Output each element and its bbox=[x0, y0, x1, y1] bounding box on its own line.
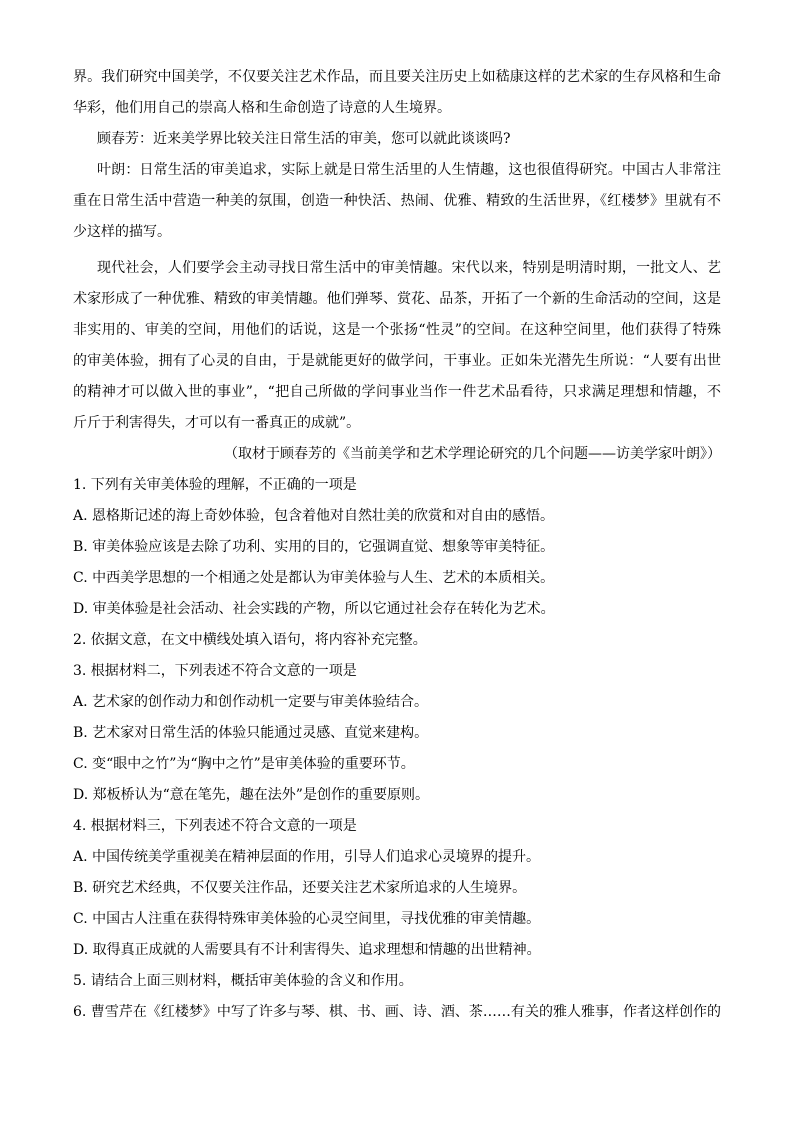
passage-line: 叶朗：日常生活的审美追求，实际上就是日常生活里的人生情趣，这也很值得研究。中国古人非常注 bbox=[97, 162, 721, 178]
passage-line: 的审美体验，拥有了心灵的自由，于是就能更好的做学问，干事业。正如朱光潜先生所说：“人要有出世 bbox=[73, 353, 721, 369]
option-d: D. 取得真正成就的人需要具有不计利害得失、追求理想和情趣的出世精神。 bbox=[73, 942, 541, 958]
question-1: 1. 下列有关审美体验的理解，不正确的一项是 bbox=[73, 477, 357, 493]
question-4: 4. 根据材料三，下列表述不符合文意的一项是 bbox=[73, 818, 357, 834]
question-3: 3. 根据材料二，下列表述不符合文意的一项是 bbox=[73, 663, 357, 679]
option-b: B. 艺术家对日常生活的体验只能通过灵感、直觉来建构。 bbox=[73, 725, 429, 741]
passage-line: 顾春芳：近来美学界比较关注日常生活的审美，您可以就此谈谈吗? bbox=[97, 131, 511, 147]
option-c: C. 中西美学思想的一个相通之处是都认为审美体验与人生、艺术的本质相关。 bbox=[73, 570, 555, 586]
passage-line: 的精神才可以做入世的事业”，“把自己所做的学问事业当作一件艺术品看待，只求满足理想和情趣，不 bbox=[73, 384, 721, 400]
passage-line: 斤斤于利害得失，才可以有一番真正的成就”。 bbox=[73, 415, 361, 431]
question-5: 5. 请结合上面三则材料，概括审美体验的含义和作用。 bbox=[73, 973, 413, 989]
option-a: A. 艺术家的创作动力和创作动机一定要与审美体验结合。 bbox=[73, 694, 429, 710]
option-a: A. 恩格斯记述的海上奇妙体验，包含着他对自然壮美的欣赏和对自由的感悟。 bbox=[73, 508, 555, 524]
passage-line: 现代社会，人们要学会主动寻找日常生活中的审美情趣。宋代以来，特别是明清时期，一批文人、艺 bbox=[97, 260, 721, 276]
option-c: C. 中国古人注重在获得特殊审美体验的心灵空间里，寻找优雅的审美情趣。 bbox=[73, 911, 541, 927]
passage-line: 非实用的、审美的空间，用他们的话说，这是一个张扬“性灵”的空间。在这种空间里，他们获得了特殊 bbox=[73, 322, 721, 338]
question-2: 2. 依据文意，在文中横线处填入语句，将内容补充完整。 bbox=[73, 632, 427, 648]
option-c: C. 变“眼中之竹”为“胸中之竹”是审美体验的重要环节。 bbox=[73, 756, 415, 772]
option-b: B. 研究艺术经典，不仅要关注作品，还要关注艺术家所追求的人生境界。 bbox=[73, 880, 527, 896]
source-citation: （取材于顾春芳的《当前美学和艺术学理论研究的几个问题——访美学家叶朗》） bbox=[224, 446, 721, 462]
question-6: 6. 曹雪芹在《红楼梦》中写了许多与琴、棋、书、画、诗、酒、茶……有关的雅人雅事，作者这样创作的 bbox=[73, 1004, 721, 1020]
passage-line: 重在日常生活中营造一种美的氛围，创造一种快活、热闹、优雅、精致的生活世界，《红楼梦》里就有不 bbox=[73, 193, 721, 209]
option-d: D. 审美体验是社会活动、社会实践的产物，所以它通过社会存在转化为艺术。 bbox=[73, 601, 555, 617]
option-d: D. 郑板桥认为“意在笔先，趣在法外”是创作的重要原则。 bbox=[73, 787, 429, 803]
passage-line: 界。我们研究中国美学，不仅要关注艺术作品，而且要关注历史上如嵇康这样的艺术家的生存风格和生命 bbox=[73, 69, 721, 85]
passage-line: 少这样的描写。 bbox=[73, 224, 171, 240]
passage-line: 术家形成了一种优雅、精致的审美情趣。他们弹琴、赏花、品茶，开拓了一个新的生命活动的空间，这是 bbox=[73, 291, 721, 307]
passage-line: 华彩，他们用自己的崇高人格和生命创造了诗意的人生境界。 bbox=[73, 100, 451, 116]
option-a: A. 中国传统美学重视美在精神层面的作用，引导人们追求心灵境界的提升。 bbox=[73, 849, 541, 865]
option-b: B. 审美体验应该是去除了功利、实用的目的，它强调直觉、想象等审美特征。 bbox=[73, 539, 555, 555]
